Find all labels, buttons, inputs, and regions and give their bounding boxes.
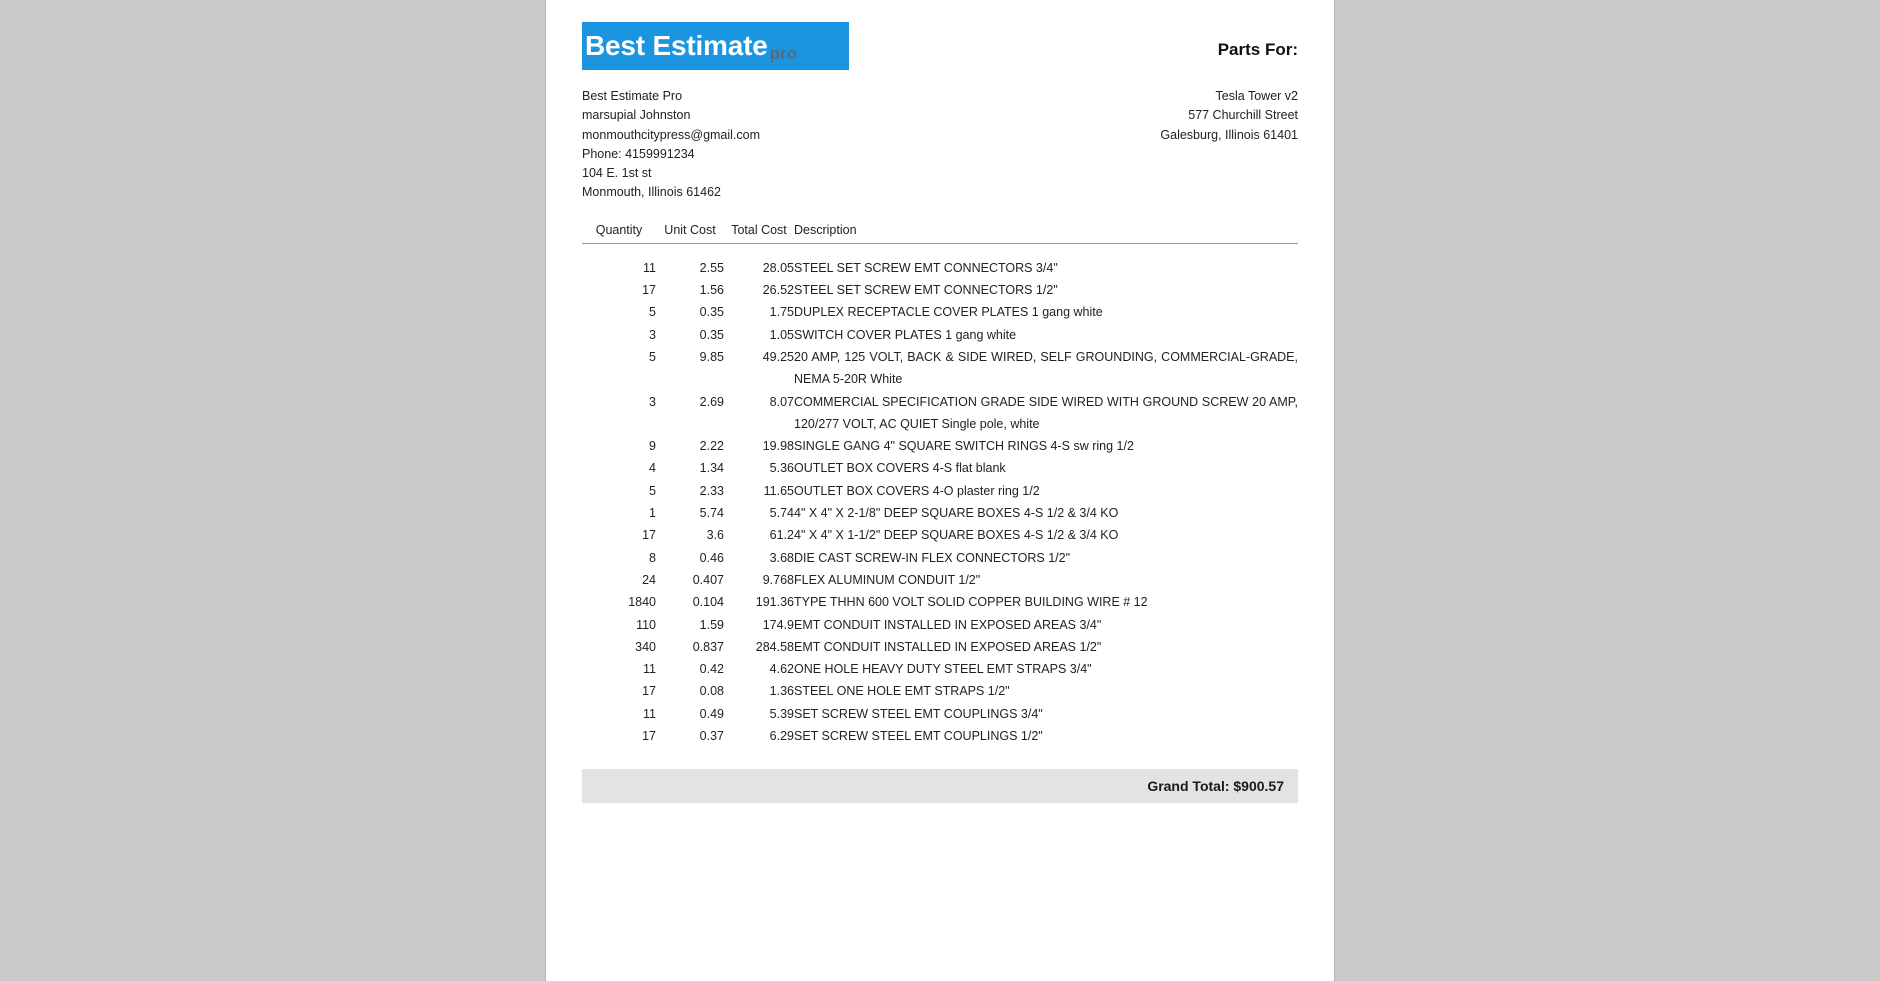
table-row [582,279,1298,301]
table-row [582,324,1298,346]
company-address-line-2: Monmouth, Illinois 61462 [582,185,721,200]
cell-description: EMT CONDUIT INSTALLED IN EXPOSED AREAS 3/4" [794,617,1102,632]
grand-total-bar [582,769,1298,803]
cell-description: ONE HOLE HEAVY DUTY STEEL EMT STRAPS 3/4" [794,662,1092,677]
cell-quantity: 5 [649,349,656,364]
cell-unit-cost: 0.104 [692,595,724,610]
cell-unit-cost: 2.22 [699,439,724,454]
document-header [582,0,1298,70]
cell-quantity: 4 [649,461,656,476]
cell-unit-cost: 0.42 [699,662,724,677]
cell-description: STEEL SET SCREW EMT CONNECTORS 1/2" [794,283,1058,298]
cell-total-cost: 3.68 [769,550,794,565]
cell-total-cost: 5.74 [769,506,794,521]
cell-total-cost: 8.07 [769,394,794,409]
cell-description: SET SCREW STEEL EMT COUPLINGS 1/2" [794,729,1043,744]
table-row [582,614,1298,636]
table-row [582,680,1298,702]
table-row [582,725,1298,747]
cell-unit-cost: 3.6 [706,528,724,543]
cell-description: 4" X 4" X 2-1/8" DEEP SQUARE BOXES 4-S 1/2 & 3/4 KO [794,506,1119,521]
company-address-block [582,87,760,203]
cell-quantity: 24 [642,572,656,587]
cell-description: OUTLET BOX COVERS 4-O plaster ring 1/2 [794,483,1040,498]
column-header-unit-cost: Unit Cost [656,223,724,244]
table-row [582,457,1298,479]
customer-address-line-1: 577 Churchill Street [1188,108,1298,123]
cell-unit-cost: 0.407 [692,572,724,587]
cell-unit-cost: 2.69 [699,394,724,409]
cell-total-cost: 4.62 [769,662,794,677]
cell-total-cost: 9.768 [762,572,794,587]
cell-quantity: 1 [649,506,656,521]
cell-total-cost: 1.75 [769,305,794,320]
table-row [582,243,1298,279]
cell-unit-cost: 2.33 [699,483,724,498]
column-header-total-cost: Total Cost [724,223,794,244]
cell-unit-cost: 5.74 [699,506,724,521]
cell-total-cost: 49.25 [762,349,794,364]
cell-total-cost: 1.36 [769,684,794,699]
cell-total-cost: 1.05 [769,327,794,342]
document-page [546,0,1334,981]
cell-quantity: 11 [643,706,656,721]
customer-address-line-2: Galesburg, Illinois 61401 [1160,127,1298,142]
cell-unit-cost: 1.56 [699,283,724,298]
cell-total-cost: 5.36 [769,461,794,476]
table-row [582,391,1298,436]
cell-unit-cost: 0.37 [699,729,724,744]
cell-quantity: 17 [642,684,656,699]
company-address-line-1: 104 E. 1st st [582,166,652,181]
logo-sub-text: pro [769,43,797,63]
cell-quantity: 17 [642,528,656,543]
parts-for-label: Parts For: [1217,40,1298,59]
table-row [582,346,1298,391]
cell-description: SWITCH COVER PLATES 1 gang white [794,327,1017,342]
cell-quantity: 5 [649,483,656,498]
table-row [582,703,1298,725]
grand-total-text: Grand Total: $900.57 [1147,778,1284,795]
cell-total-cost: 11.65 [763,483,794,498]
table-row [582,435,1298,457]
table-row [582,301,1298,323]
company-email: monmouthcitypress@gmail.com [582,127,761,142]
cell-unit-cost: 0.35 [699,305,724,320]
company-name: Best Estimate Pro [582,89,683,103]
column-header-quantity: Quantity [582,223,656,244]
cell-description: EMT CONDUIT INSTALLED IN EXPOSED AREAS 1/2" [794,639,1102,654]
cell-description: STEEL SET SCREW EMT CONNECTORS 3/4" [794,260,1058,275]
cell-quantity: 5 [649,305,656,320]
cell-description: DUPLEX RECEPTACLE COVER PLATES 1 gang white [794,305,1103,320]
table-row [582,636,1298,658]
cell-unit-cost: 1.59 [699,617,724,632]
address-section [582,87,1298,203]
best-estimate-pro-logo [582,22,849,70]
cell-unit-cost: 0.08 [699,684,724,699]
cell-quantity: 9 [649,439,656,454]
cell-quantity: 17 [642,729,656,744]
column-header-description: Description [794,223,1298,244]
cell-total-cost: 19.98 [762,439,794,454]
cell-total-cost: 5.39 [769,706,794,721]
cell-quantity: 8 [649,550,656,565]
cell-description: COMMERCIAL SPECIFICATION GRADE SIDE WIRED WITH GROUND SCREW 20 AMP, 120/277 VOLT, AC QUIET Single pole, white [794,394,1298,431]
cell-unit-cost: 0.837 [692,639,724,654]
table-header-row [582,223,1298,244]
customer-address-block [1160,87,1298,203]
table-row [582,658,1298,680]
table-row [582,502,1298,524]
cell-description: SET SCREW STEEL EMT COUPLINGS 3/4" [794,706,1043,721]
cell-total-cost: 191.36 [755,595,794,610]
cell-description: STEEL ONE HOLE EMT STRAPS 1/2" [794,684,1010,699]
cell-quantity: 11 [643,260,656,275]
company-contact: marsupial Johnston [582,108,691,123]
cell-quantity: 3 [649,327,656,342]
cell-description: 20 AMP, 125 VOLT, BACK & SIDE WIRED, SELF GROUNDING, COMMERCIAL-GRADE, NEMA 5-20R White [794,349,1298,387]
cell-unit-cost: 2.55 [699,260,724,275]
cell-description: DIE CAST SCREW-IN FLEX CONNECTORS 1/2" [794,550,1071,565]
cell-total-cost: 174.9 [762,617,794,632]
cell-unit-cost: 0.49 [699,706,724,721]
table-body [582,243,1298,747]
cell-description: OUTLET BOX COVERS 4-S flat blank [794,461,1006,476]
cell-description: TYPE THHN 600 VOLT SOLID COPPER BUILDING WIRE # 12 [794,595,1148,610]
cell-unit-cost: 0.46 [699,550,724,565]
customer-name: Tesla Tower v2 [1215,89,1298,103]
cell-unit-cost: 1.34 [699,461,724,476]
cell-quantity: 1840 [628,595,656,610]
table-row [582,547,1298,569]
cell-description: SINGLE GANG 4" SQUARE SWITCH RINGS 4-S sw ring 1/2 [794,439,1134,454]
cell-quantity: 3 [649,394,656,409]
table-row [582,480,1298,502]
line-items-table [582,223,1298,748]
table-row [582,569,1298,591]
cell-quantity: 340 [635,639,656,654]
cell-total-cost: 26.52 [762,283,794,298]
cell-unit-cost: 9.85 [699,349,724,364]
cell-total-cost: 6.29 [769,729,794,744]
cell-total-cost: 284.58 [755,639,794,654]
cell-description: FLEX ALUMINUM CONDUIT 1/2" [794,572,981,587]
cell-quantity: 11 [643,662,656,677]
cell-quantity: 110 [636,617,656,632]
table-header [582,223,1298,244]
cell-description: 4" X 4" X 1-1/2" DEEP SQUARE BOXES 4-S 1/2 & 3/4 KO [794,528,1119,543]
cell-total-cost: 28.05 [762,260,794,275]
table-row [582,591,1298,613]
table-row [582,524,1298,546]
cell-quantity: 17 [642,283,656,298]
cell-total-cost: 61.2 [769,528,794,543]
company-phone: Phone: 4159991234 [582,146,695,161]
cell-unit-cost: 0.35 [699,327,724,342]
logo-main-text: Best Estimate [585,30,768,61]
